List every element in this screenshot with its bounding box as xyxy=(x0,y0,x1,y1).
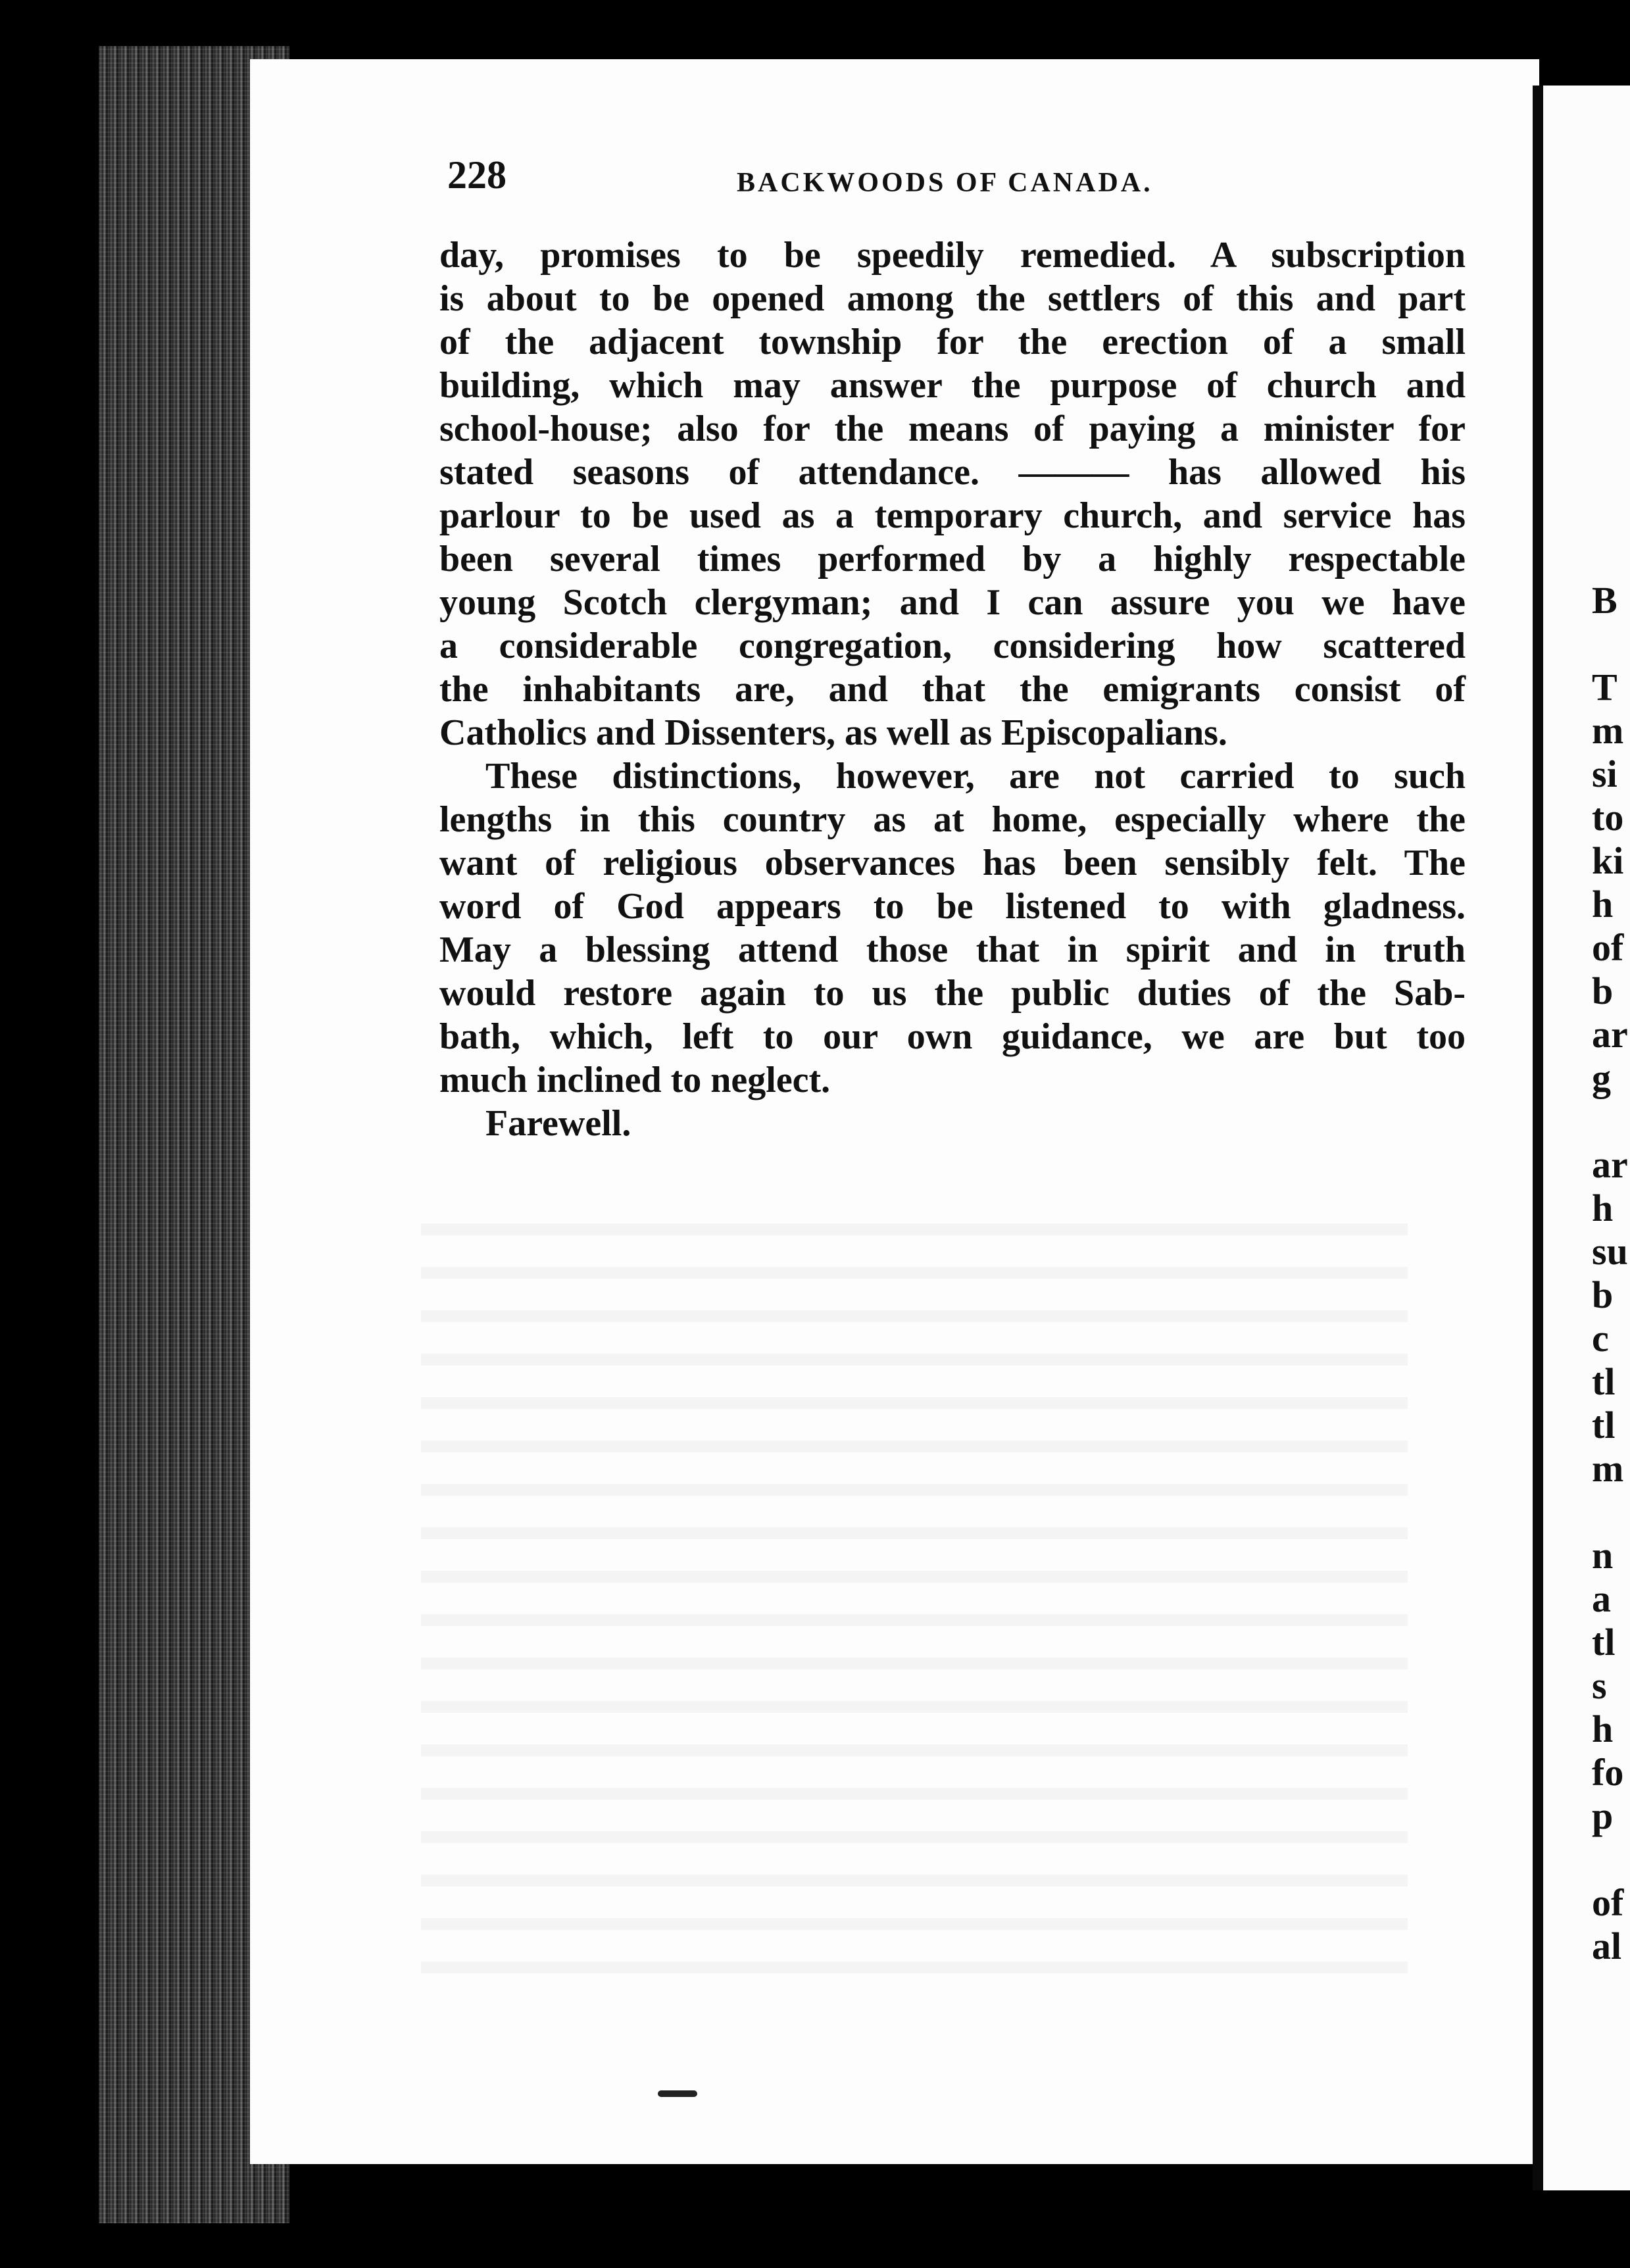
fragment: B xyxy=(1592,579,1618,622)
fragment: fo xyxy=(1592,1751,1624,1794)
fragment: c xyxy=(1592,1317,1609,1360)
text-line: want of religious observances has been sensibly felt. The xyxy=(439,843,1466,883)
fragment: ar xyxy=(1592,1013,1628,1056)
fragment: su xyxy=(1592,1230,1628,1273)
fragment: m xyxy=(1592,709,1624,752)
fragment: T xyxy=(1592,666,1618,708)
text-line: the inhabitants are, and that the emigrants consist of xyxy=(439,669,1466,710)
fragment: tl xyxy=(1592,1360,1616,1403)
text-line: much inclined to neglect. xyxy=(439,1060,831,1100)
ink-smudge xyxy=(658,2090,697,2097)
running-head xyxy=(447,153,1473,212)
text-line: Catholics and Dissenters, as well as Episcopalians. xyxy=(439,712,1227,753)
fragment: m xyxy=(1592,1447,1624,1490)
fragment: n xyxy=(1592,1534,1614,1577)
fragment: b xyxy=(1592,1273,1614,1316)
fragment: p xyxy=(1592,1794,1614,1837)
text-line: day, promises to be speedily remedied. A subscription xyxy=(439,235,1466,276)
text-line: bath, which, left to our own guidance, we are but too xyxy=(439,1016,1466,1057)
text-line: of the adjacent township for the erection of a small xyxy=(439,322,1466,362)
show-through-text xyxy=(421,1223,1408,1980)
fragment: to xyxy=(1592,796,1624,839)
closing-line: Farewell. xyxy=(485,1103,631,1144)
text-line: lengths in this country as at home, especially where the xyxy=(439,799,1466,840)
fragment: a xyxy=(1592,1577,1611,1620)
body-text xyxy=(439,234,1466,1145)
fragment: h xyxy=(1592,1708,1614,1750)
fragment: si xyxy=(1592,752,1618,795)
fragment: of xyxy=(1592,1881,1624,1924)
fragment: s xyxy=(1592,1664,1607,1707)
fragment: tl xyxy=(1592,1404,1616,1446)
text-line: a considerable congregation, considering how scattered xyxy=(439,626,1466,666)
right-page-fragments xyxy=(1592,579,1630,1968)
book-title: BACKWOODS OF CANADA. xyxy=(737,168,1153,198)
fragment: tl xyxy=(1592,1621,1616,1664)
page-number: 228 xyxy=(447,153,506,197)
fragment: of xyxy=(1592,926,1624,969)
text-line: school-house; also for the means of paying a minister for xyxy=(439,408,1466,449)
fragment: g xyxy=(1592,1056,1611,1099)
text-line: word of God appears to be listened to with gladness. xyxy=(439,886,1466,927)
fragment: h xyxy=(1592,883,1614,925)
fragment: al xyxy=(1592,1925,1622,1967)
text-line: would restore again to us the public duties of the Sab- xyxy=(439,973,1466,1014)
text-line: parlour to be used as a temporary church, and service has xyxy=(439,495,1466,536)
fragment: ki xyxy=(1592,839,1624,882)
text-line: May a blessing attend those that in spirit and in truth xyxy=(439,929,1466,970)
text-line: building, which may answer the purpose of church and xyxy=(439,365,1466,406)
fragment: h xyxy=(1592,1187,1614,1229)
text-line: is about to be opened among the settlers of this and part xyxy=(439,278,1466,319)
text-line: These distinctions, however, are not carried to such xyxy=(485,756,1466,797)
text-line: stated seasons of attendance. ——— has allowed his xyxy=(439,452,1466,493)
fragment: ar xyxy=(1592,1143,1628,1186)
text-line: been several times performed by a highly respectable xyxy=(439,539,1466,579)
fragment: b xyxy=(1592,970,1614,1012)
text-line: young Scotch clergyman; and I can assure you we have xyxy=(439,582,1466,623)
